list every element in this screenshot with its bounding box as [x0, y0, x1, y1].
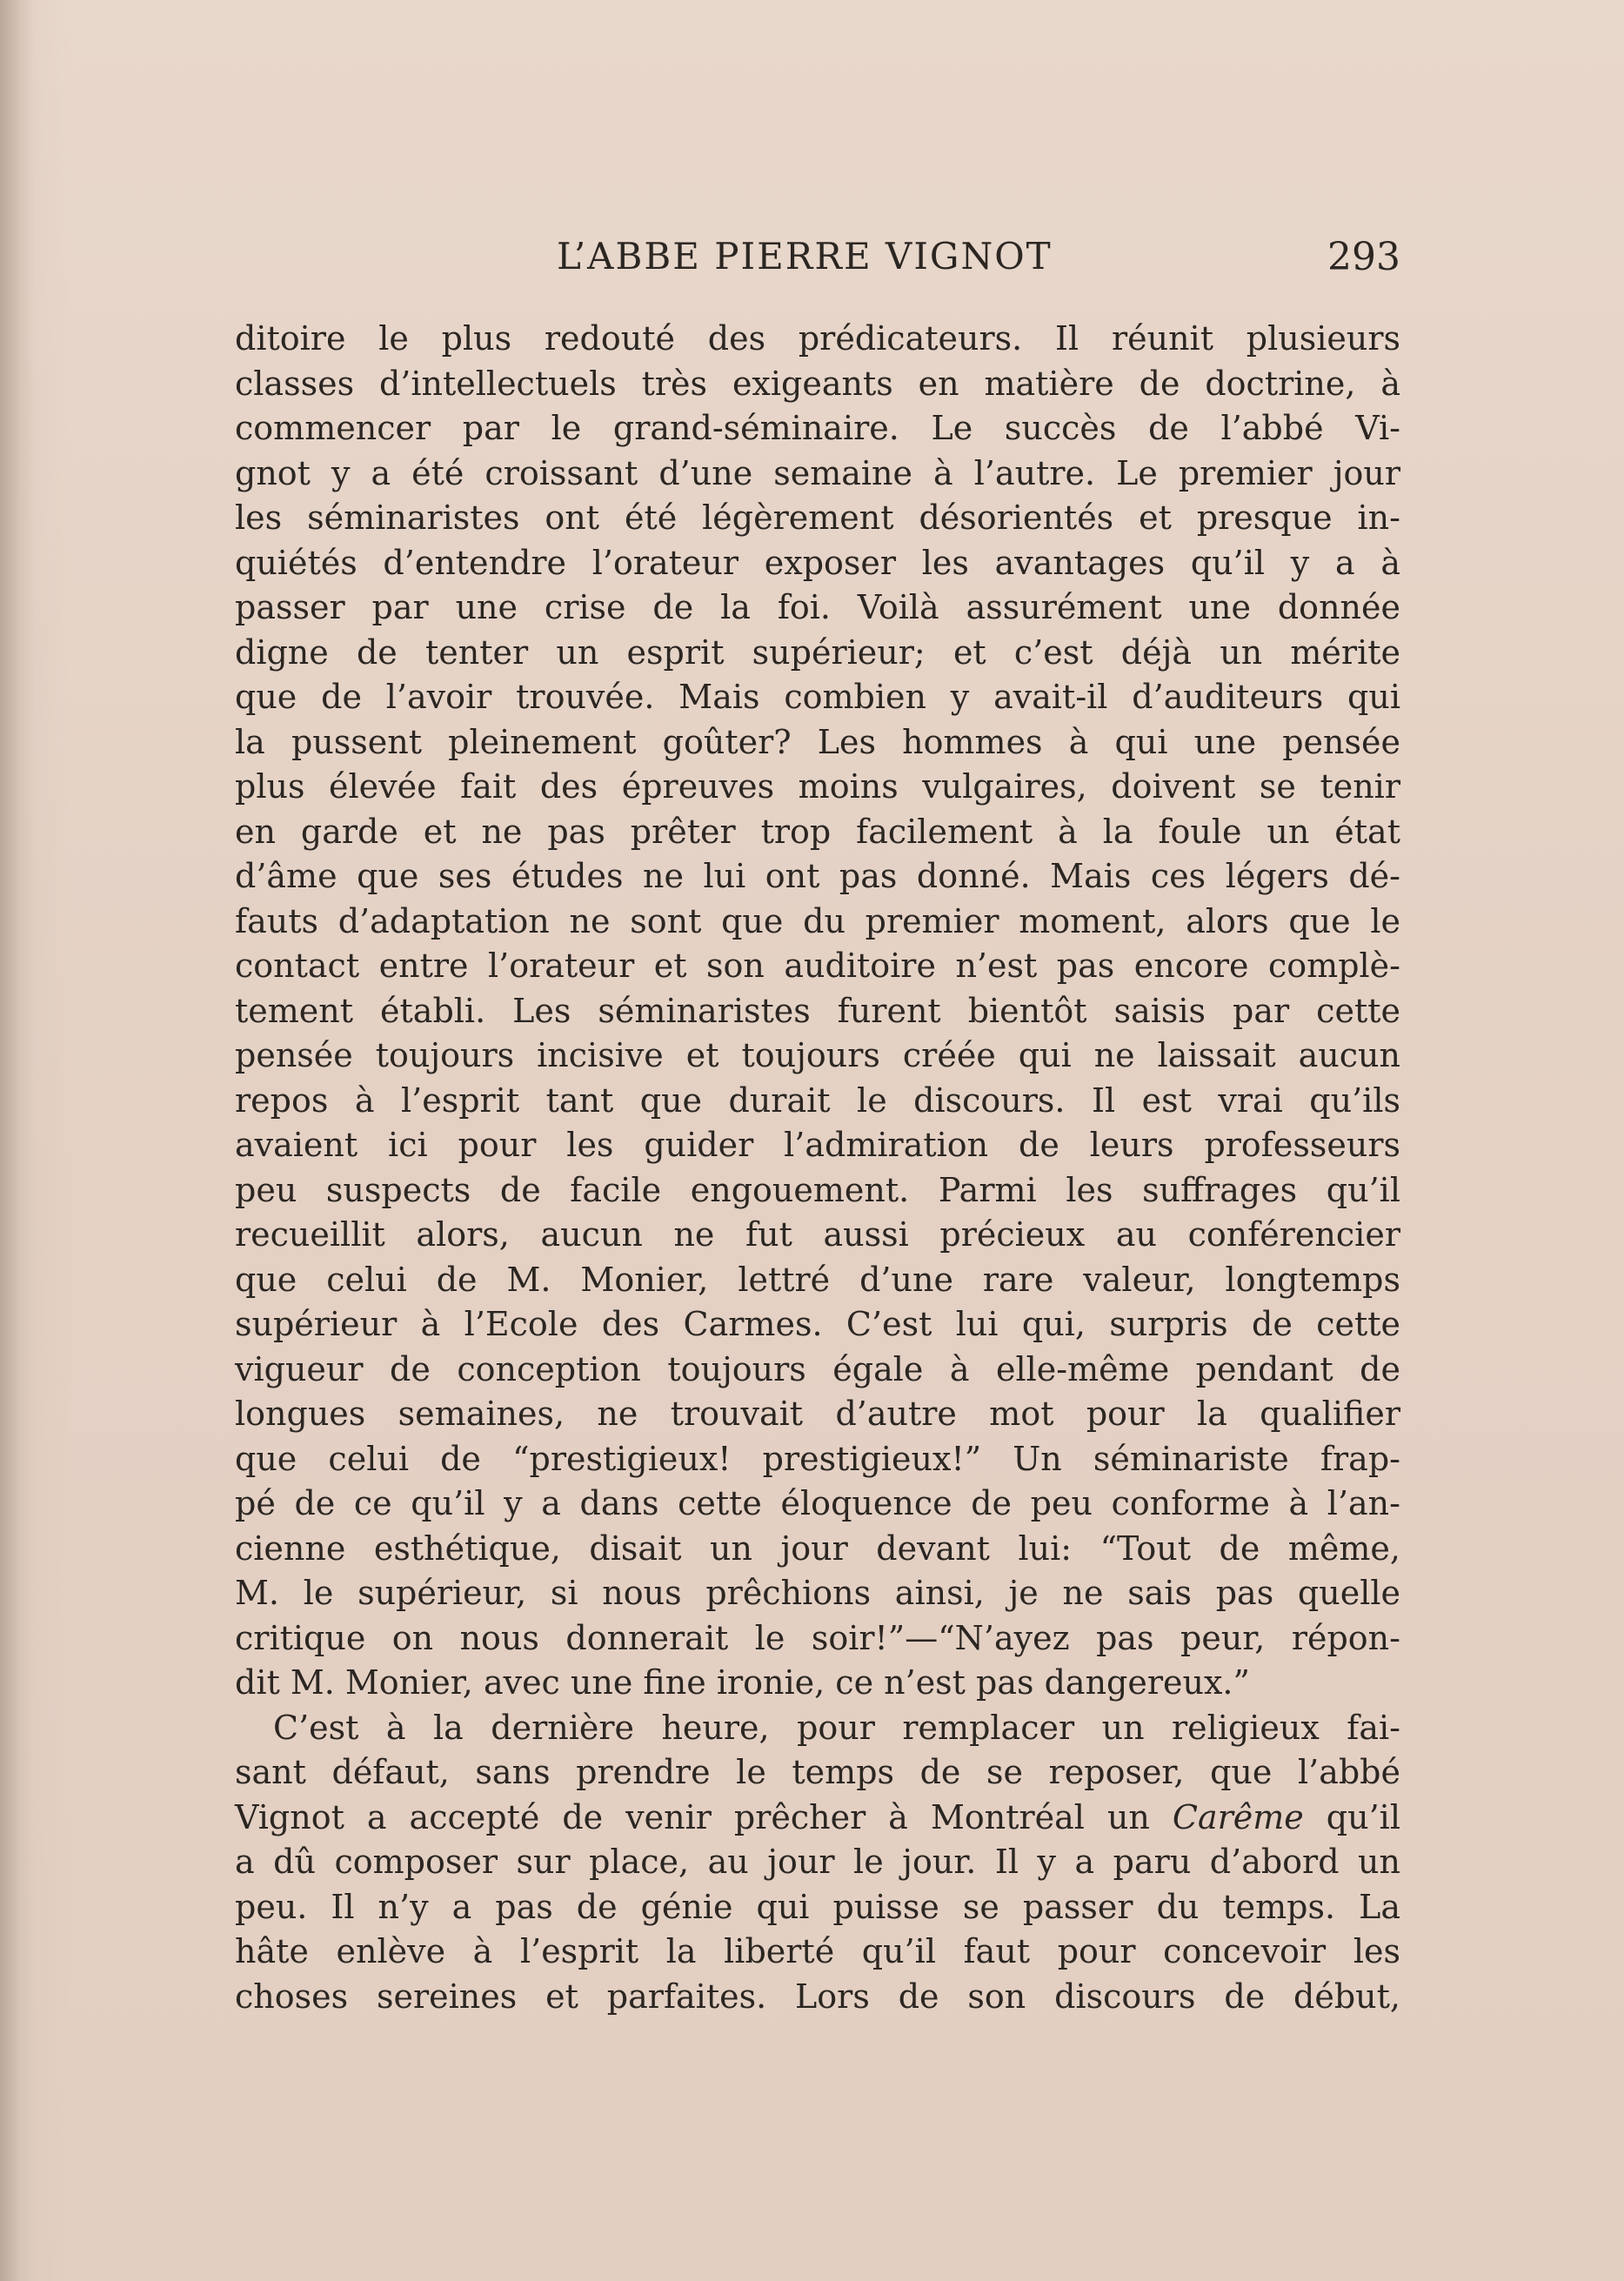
text-line: en garde et ne pas prêter trop facilement à la foule un état [235, 812, 1400, 851]
text-line: critique on nous donnerait le soir!”—“N’ayez pas peur, répon- [235, 1618, 1400, 1657]
text-line: pé de ce qu’il y a dans cette éloquence de peu conforme à l’an- [235, 1484, 1400, 1522]
text-line: les séminaristes ont été légèrement désorientés et presque in- [235, 498, 1400, 537]
text-line: gnot y a été croissant d’une semaine à l’autre. Le premier jour [235, 453, 1400, 492]
text-span: Vignot a accepté de venir prêcher à Montréal un [235, 1797, 1173, 1836]
text-line: la pussent pleinement goûter? Les hommes à qui une pensée [235, 722, 1400, 761]
text-line: C’est à la dernière heure, pour remplacer un religieux fai- [273, 1708, 1400, 1747]
text-line: vigueur de conception toujours égale à elle-même pendant de [235, 1349, 1400, 1388]
text-line: que de l’avoir trouvée. Mais combien y avait-il d’auditeurs qui [235, 678, 1400, 716]
text-span: qu’il [1303, 1797, 1400, 1836]
text-line: tement établi. Les séminaristes furent bientôt saisis par cette [235, 991, 1400, 1030]
text-line: repos à l’esprit tant que durait le discours. Il est vrai qu’ils [235, 1080, 1400, 1120]
text-line: contact entre l’orateur et son auditoire n’est pas encore complè- [235, 947, 1400, 985]
text-line: sant défaut, sans prendre le temps de se reposer, que l’abbé [235, 1753, 1400, 1791]
text-line: supérieur à l’Ecole des Carmes. C’est lui qui, surpris de cette [235, 1305, 1400, 1343]
text-line [235, 1796, 1400, 1841]
text-line: que celui de M. Monier, lettré d’une rare valeur, longtemps [235, 1260, 1400, 1299]
body-text [235, 317, 1400, 2019]
text-line: pensée toujours incisive et toujours créée qui ne laissait aucun [235, 1036, 1400, 1074]
text-line: choses sereines et parfaites. Lors de son discours de début, [235, 1977, 1400, 2016]
text-line: d’âme que ses études ne lui ont pas donné. Mais ces légers dé- [235, 857, 1400, 895]
text-line: peu suspects de facile engouement. Parmi les suffrages qu’il [235, 1170, 1400, 1209]
text-line: cienne esthétique, disait un jour devant lui: “Tout de même, [235, 1528, 1400, 1568]
text-line: a dû composer sur place, au jour le jour. Il y a paru d’abord un [235, 1843, 1400, 1881]
text-line: recueillit alors, aucun ne fut aussi précieux au conférencier [235, 1215, 1400, 1254]
text-line: M. le supérieur, si nous prêchions ainsi, je ne sais pas quelle [235, 1574, 1400, 1612]
italic-title: Carême [1172, 1797, 1304, 1836]
text-line: avaient ici pour les guider l’admiration de leurs professeurs [235, 1126, 1400, 1164]
text-line: commencer par le grand-séminaire. Le succès de l’abbé Vi- [235, 409, 1400, 447]
running-head: L’ABBE PIERRE VIGNOT [557, 235, 1053, 278]
text-line: digne de tenter un esprit supérieur; et c’est déjà un mérite [235, 632, 1400, 672]
text-line: ditoire le plus redouté des prédicateurs. Il réunit plusieurs [235, 319, 1400, 358]
text-line: dit M. Monier, avec une fine ironie, ce n’est pas dangereux.” [235, 1663, 1250, 1702]
text-line: plus élevée fait des épreuves moins vulgaires, doivent se tenir [235, 767, 1400, 806]
page-header [235, 235, 1400, 287]
text-line: fauts d’adaptation ne sont que du premier moment, alors que le [235, 901, 1400, 940]
text-line: classes d’intellectuels très exigeants en matière de doctrine, à [235, 364, 1400, 403]
text-line: peu. Il n’y a pas de génie qui puisse se passer du temps. La [235, 1887, 1400, 1926]
text-line: hâte enlève à l’esprit la liberté qu’il faut pour concevoir les [235, 1932, 1400, 1970]
page-number: 293 [1327, 235, 1400, 279]
text-line: passer par une crise de la foi. Voilà assurément une donnée [235, 588, 1400, 626]
page-spine-shadow [0, 0, 35, 2281]
text-line: longues semaines, ne trouvait d’autre mot pour la qualifier [235, 1395, 1400, 1433]
text-line: que celui de “prestigieux! prestigieux!” Un séminariste frap- [235, 1439, 1400, 1478]
text-line: quiétés d’entendre l’orateur exposer les avantages qu’il y a à [235, 543, 1400, 582]
